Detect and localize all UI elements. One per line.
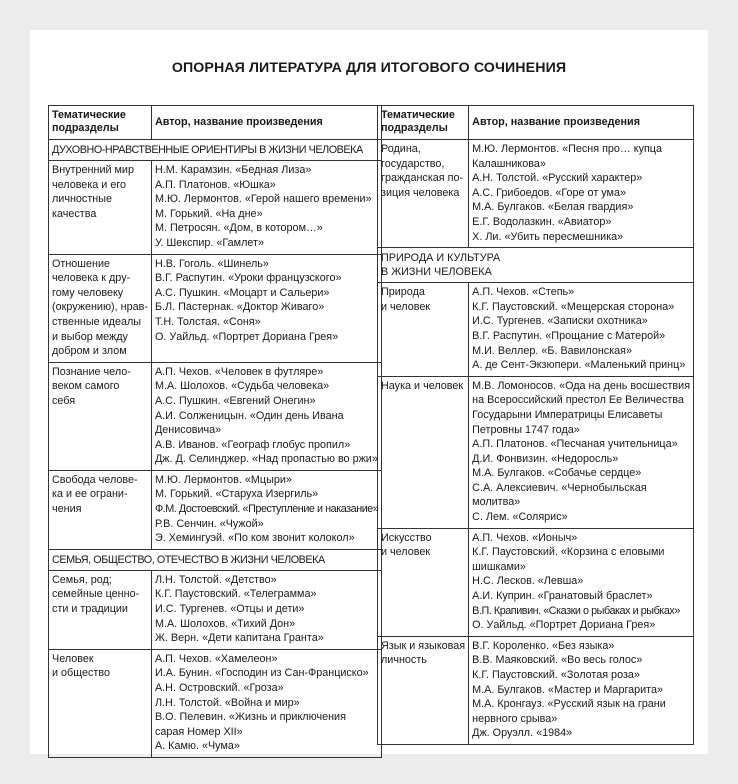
- theme-line: государство,: [381, 157, 445, 170]
- work-line: У. Шекспир. «Гамлет»: [154, 236, 264, 249]
- work-line: М.А. Кронгауз. «Русский язык на грани: [472, 698, 666, 711]
- work-line: молитва»: [472, 496, 521, 509]
- column-header-themes: [49, 106, 152, 140]
- work-line: М.В. Ломоносов. «Ода на день восшествия: [472, 379, 691, 392]
- table-row: [49, 254, 382, 362]
- section-heading-line: В ЖИЗНИ ЧЕЛОВЕКА: [381, 266, 492, 279]
- works-cell: [151, 254, 381, 362]
- works-cell: [469, 140, 694, 248]
- column-header-works: Автор, название произведения: [151, 106, 381, 140]
- work-line: К.Г. Паустовский. «Телеграмма»: [154, 588, 317, 601]
- work-line: А.С. Пушкин. «Евгений Онегин»: [154, 394, 316, 407]
- literature-table-right: [377, 105, 694, 745]
- document-page: [30, 30, 708, 754]
- table-header-row: [378, 106, 694, 140]
- work-line: С.А. Алексиевич. «Чернобыльская: [472, 481, 647, 494]
- theme-line: Человек: [52, 652, 94, 665]
- work-line: А. де Сент-Экзюпери. «Маленький принц»: [472, 359, 686, 372]
- work-line: А.Н. Толстой. «Русский характер»: [472, 172, 643, 185]
- work-line: М. Горький. «Старуха Изергиль»: [154, 488, 319, 501]
- theme-cell: [49, 161, 152, 255]
- work-line: М.А. Булгаков. «Собачье сердце»: [472, 467, 642, 480]
- theme-line: Искусство: [381, 531, 432, 544]
- works-cell: [151, 161, 381, 255]
- work-line: В.Г. Распутин. «Прощание с Матерой»: [472, 329, 666, 342]
- work-line: М. Горький. «На дне»: [154, 207, 263, 220]
- work-line: Денисовича»: [154, 424, 222, 437]
- theme-line: семейные ценно-: [52, 588, 140, 601]
- work-line: К.Г. Паустовский. «Золотая роза»: [472, 669, 640, 681]
- work-line: А.В. Иванов. «Географ глобус пропил»: [154, 438, 351, 451]
- works-cell: [469, 283, 694, 377]
- theme-line: чения: [52, 503, 82, 516]
- table-row: [49, 570, 382, 649]
- works-cell: [469, 376, 694, 528]
- work-line: А.П. Платонов. «Песчаная учительница»: [472, 438, 678, 451]
- theme-cell: [49, 570, 152, 649]
- work-line: Е.Г. Водолазкин. «Авиатор»: [472, 215, 612, 228]
- works-cell: [469, 636, 694, 744]
- work-line: М.Ю. Лермонтов. «Герой нашего времени»: [154, 193, 372, 206]
- theme-cell: [378, 528, 469, 636]
- theme-cell: [378, 140, 469, 248]
- theme-line: личностные: [52, 193, 112, 206]
- work-line: М. Петросян. «Дом, в котором…»: [154, 222, 323, 235]
- work-line: Т.Н. Толстая. «Соня»: [154, 315, 261, 328]
- work-line: В.Г. Короленко. «Без языка»: [472, 639, 615, 652]
- work-line: Ж. Верн. «Дети капитана Гранта»: [154, 632, 324, 645]
- table-row: [378, 636, 694, 744]
- header-line: Тематические: [381, 109, 455, 121]
- section-row: [378, 248, 694, 283]
- work-line: Дж. Д. Селинджер. «Над пропастью во ржи»: [154, 453, 378, 466]
- work-line: И.С. Тургенев. «Отцы и дети»: [154, 603, 305, 616]
- section-heading-line: ПРИРОДА И КУЛЬТУРА: [381, 252, 501, 265]
- work-line: М.А. Булгаков. «Мастер и Маргарита»: [472, 683, 664, 696]
- theme-cell: [49, 362, 152, 470]
- theme-cell: [378, 283, 469, 377]
- theme-line: ственные идеалы: [52, 315, 142, 328]
- work-line: Л.Н. Толстой. «Детство»: [154, 573, 277, 586]
- table-row: [378, 528, 694, 636]
- theme-line: себя: [52, 394, 76, 407]
- table-row: [378, 376, 694, 528]
- work-line: А.С. Пушкин. «Моцарт и Сальери»: [154, 286, 330, 299]
- theme-line: Наука и человек: [381, 379, 464, 392]
- table-row: [49, 649, 382, 757]
- header-line: подразделы: [381, 122, 448, 134]
- works-cell: [151, 362, 381, 470]
- section-heading: [378, 248, 694, 283]
- theme-line: (окружению), нрав-: [52, 301, 148, 314]
- work-line: О. Уайльд. «Портрет Дориана Грея»: [154, 330, 339, 343]
- table-header-row: [49, 106, 382, 140]
- work-line: А.П. Чехов. «Человек в футляре»: [154, 365, 324, 378]
- section-row: [49, 549, 382, 570]
- works-cell: [151, 470, 381, 549]
- work-line: М.И. Веллер. «Б. Вавилонская»: [472, 344, 633, 357]
- theme-line: гражданская по-: [381, 172, 464, 185]
- column-header-themes: [378, 106, 469, 140]
- works-cell: [469, 528, 694, 636]
- theme-line: и человек: [381, 300, 431, 313]
- work-line: К.Г. Паустовский. «Мещерская сторона»: [472, 300, 675, 313]
- work-line: Х. Ли. «Убить пересмешника»: [472, 230, 624, 243]
- work-line: А.С. Грибоедов. «Горе от ума»: [472, 186, 626, 199]
- theme-line: и общество: [52, 667, 110, 680]
- theme-line: зиция человека: [381, 186, 460, 199]
- table-row: [49, 470, 382, 549]
- table-row: [49, 362, 382, 470]
- work-line: Б.Л. Пастернак. «Доктор Живаго»: [154, 301, 325, 314]
- theme-line: Внутренний мир: [52, 164, 134, 176]
- work-line: С. Лем. «Солярис»: [472, 511, 568, 524]
- work-line: Н.М. Карамзин. «Бедная Лиза»: [154, 164, 312, 176]
- theme-cell: [378, 376, 469, 528]
- theme-line: человека и его: [52, 178, 127, 191]
- work-line: Калашникова»: [472, 157, 546, 170]
- work-line: И.С. Тургенев. «Записки охотника»: [472, 315, 648, 328]
- work-line: Д.И. Фонвизин. «Недоросль»: [472, 452, 619, 465]
- theme-line: сти и традиции: [52, 603, 128, 616]
- work-line: Н.С. Лесков. «Левша»: [472, 575, 584, 588]
- work-line: Государыни Императрицы Елисаветы: [472, 408, 663, 421]
- work-line: А.П. Чехов. «Ионыч»: [472, 531, 578, 544]
- work-line: нервного срыва»: [472, 712, 558, 725]
- table-row: [49, 161, 382, 255]
- work-line: Петровны 1747 года»: [472, 423, 580, 436]
- theme-line: Природа: [381, 286, 425, 299]
- section-heading-line: ДУХОВНО-НРАВСТВЕННЫЕ ОРИЕНТИРЫ В ЖИЗНИ ЧЕЛОВЕКА: [52, 144, 363, 156]
- theme-line: Отношение: [52, 257, 110, 270]
- table-row: [378, 140, 694, 248]
- theme-line: гому человеку: [52, 286, 124, 299]
- work-line: А.Н. Островский. «Гроза»: [154, 682, 284, 694]
- theme-line: и выбор между: [52, 330, 128, 343]
- section-heading: [49, 140, 382, 161]
- theme-line: и человек: [381, 546, 431, 559]
- section-heading: [49, 549, 382, 570]
- theme-line: качества: [52, 207, 97, 220]
- work-line: А.П. Чехов. «Хамелеон»: [154, 652, 278, 665]
- theme-cell: [49, 470, 152, 549]
- literature-table-left: [48, 105, 382, 758]
- theme-cell: [49, 254, 152, 362]
- work-line: А.П. Платонов. «Юшка»: [154, 178, 276, 191]
- theme-line: Познание чело-: [52, 365, 131, 378]
- theme-line: добром и злом: [52, 345, 127, 358]
- work-line: М.Ю. Лермонтов. «Мцыри»: [154, 473, 292, 486]
- header-line: Тематические: [52, 109, 126, 121]
- page-title: ОПОРНАЯ ЛИТЕРАТУРА ДЛЯ ИТОГОВОГО СОЧИНЕНИЯ: [171, 60, 567, 76]
- work-line: М.А. Шолохов. «Тихий Дон»: [154, 617, 296, 630]
- theme-cell: [49, 649, 152, 757]
- work-line: Л.Н. Толстой. «Война и мир»: [154, 696, 300, 709]
- column-header-works: Автор, название произведения: [469, 106, 694, 140]
- theme-line: личность: [381, 654, 427, 667]
- work-line: шишками»: [472, 560, 526, 573]
- work-line: Р.В. Сенчин. «Чужой»: [154, 517, 264, 530]
- work-line: Дж. Оруэлл. «1984»: [472, 727, 573, 740]
- work-line: М.А. Булгаков. «Белая гвардия»: [472, 201, 634, 214]
- theme-line: Родина,: [381, 143, 421, 155]
- work-line: В.П. Крапивин. «Сказки о рыбаках и рыбках»: [472, 604, 680, 617]
- works-cell: [151, 649, 381, 757]
- work-line: И.А. Бунин. «Господин из Сан-Франциско»: [154, 667, 369, 680]
- works-cell: [151, 570, 381, 649]
- work-line: М.Ю. Лермонтов. «Песня про… купца: [472, 143, 662, 155]
- work-line: А.И. Солженицын. «Один день Ивана: [154, 409, 344, 422]
- header-line: подразделы: [52, 122, 119, 134]
- work-line: К.Г. Паустовский. «Корзина с еловыми: [472, 546, 665, 559]
- work-line: Н.В. Гоголь. «Шинель»: [154, 257, 269, 270]
- work-line: О. Уайльд. «Портрет Дориана Грея»: [472, 619, 656, 632]
- section-heading-line: СЕМЬЯ, ОБЩЕСТВО, ОТЕЧЕСТВО В ЖИЗНИ ЧЕЛОВЕКА: [52, 553, 325, 566]
- work-line: Ф.М. Достоевский. «Преступление и наказание»: [154, 503, 379, 516]
- work-line: А.И. Куприн. «Гранатовый браслет»: [472, 590, 653, 603]
- work-line: В.О. Пелевин. «Жизнь и приключения: [154, 711, 346, 724]
- section-row: [49, 140, 382, 161]
- theme-line: Семья, род;: [52, 573, 112, 586]
- work-line: Э. Хемингуэй. «По ком звонит колокол»: [154, 532, 355, 545]
- work-line: на Всероссийский престол Ее Величества: [472, 394, 684, 407]
- work-line: В.В. Маяковский. «Во весь голос»: [472, 654, 643, 667]
- theme-line: Язык и языковая: [381, 639, 466, 652]
- theme-cell: [378, 636, 469, 744]
- theme-line: ка и ее ограни-: [52, 488, 128, 501]
- theme-line: человека к дру-: [52, 272, 131, 285]
- theme-line: веком самого: [52, 380, 120, 393]
- table-row: [378, 283, 694, 377]
- work-line: М.А. Шолохов. «Судьба человека»: [154, 380, 330, 393]
- work-line: А.П. Чехов. «Степь»: [472, 286, 575, 299]
- work-line: сарая Номер XII»: [154, 725, 243, 738]
- work-line: А. Камю. «Чума»: [154, 740, 240, 753]
- work-line: В.Г. Распутин. «Уроки французского»: [154, 272, 342, 285]
- theme-line: Свобода челове-: [52, 473, 138, 486]
